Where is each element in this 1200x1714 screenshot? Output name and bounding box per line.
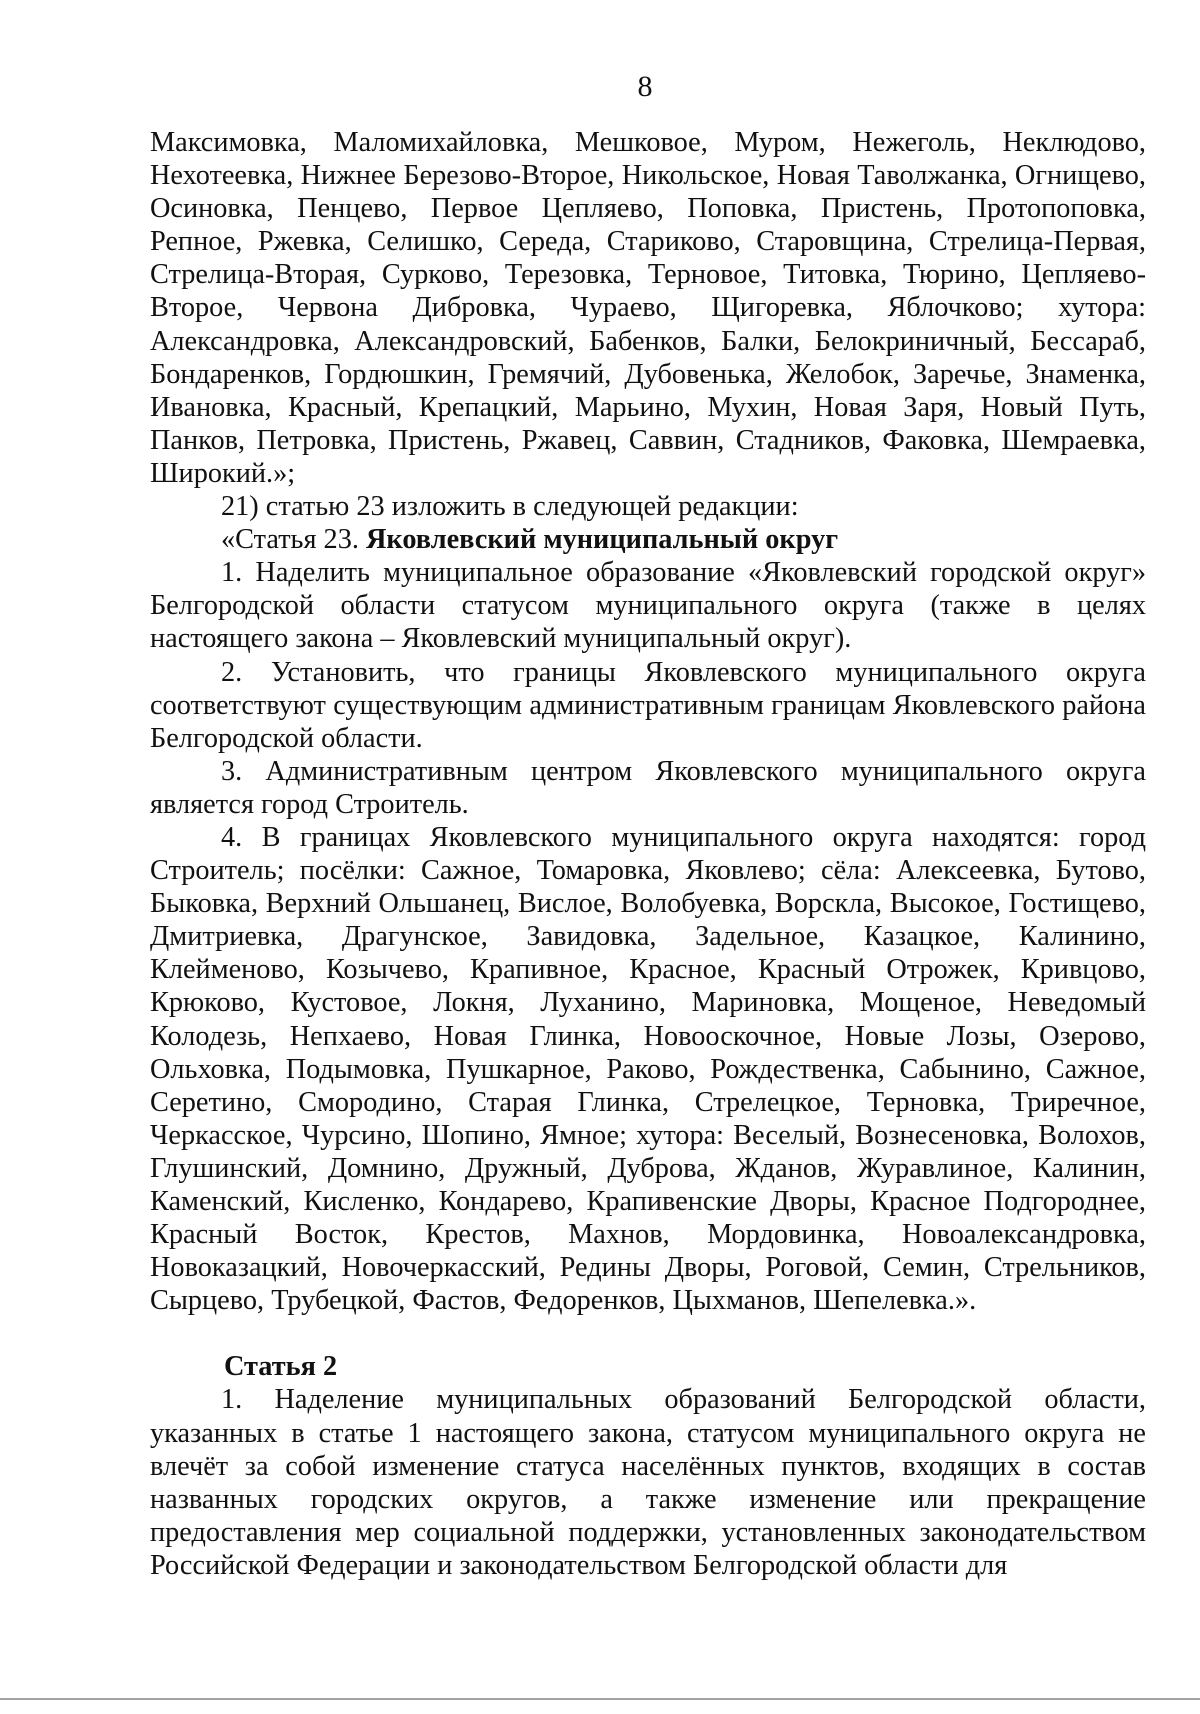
document-body: [150, 126, 1146, 1582]
scan-edge-line: [0, 1698, 1200, 1700]
page-number: 8: [637, 70, 653, 103]
paragraph-item-4: 4. В границах Яковлевского муниципального округа находятся: город Строитель; посёлки: Сажное, Томаровка, Яковлево; сёла: Алексеевка, Бутово, Быковка, Верхний Ольшанец, Вислое, Волобуевка, Ворскла, Высокое, Гостищево, Дмитриевка, Драгунское, Завидовка, Задельное, Казацкое, Калинино, Клейменово, Козычево, Крапивное, Красное, Красный Отрожек, Кривцово, Крюково, Кустовое, Локня, Луханино, Мариновка, Мощеное, Неведомый Колодезь, Непхаево, Новая Глинка, Новооскочное, Новые Лозы, Озерово, Ольховка, Подымовка, Пушкарное, Раково, Рождественка, Сабынино, Сажное, Серетино, Смородино, Старая Глинка, Стрелецкое, Терновка, Триречное, Черкасское, Чурсино, Шопино, Ямное; хутора: Веселый, Вознесеновка, Волохов, Глушинский, Домнино, Дружный, Дуброва, Жданов, Журавлиное, Калинин, Каменский, Кисленко, Кондарево, Крапивенские Дворы, Красное Подгороднее, Красный Восток, Крестов, Махнов, Мордовинка, Новоалександровка, Новоказацкий, Новочеркасский, Редины Дворы, Роговой, Семин, Стрельников, Сырцево, Трубецкой, Фастов, Федоренков, Цыхманов, Шепелевка.».: [150, 821, 1146, 1317]
paragraph-item-1: 1. Наделить муниципальное образование «Яковлевский городской округ» Белгородской области статусом муниципального округа (также в целях настоящего закона – Яковлевский муниципальный округ).: [150, 557, 1146, 655]
paragraph-item-2: 2. Установить, что границы Яковлевского муниципального округа соответствуют существующим административным границам Яковлевского района Белгородской области.: [150, 656, 1146, 754]
paragraph-amendment-21: 21) статью 23 изложить в следующей редакции:: [221, 491, 799, 523]
paragraph-item-3: 3. Административным центром Яковлевского муниципального округа является город Строитель.: [150, 755, 1146, 820]
paragraph-article-23-title: [150, 523, 1146, 556]
paragraph-article-2-item-1: 1. Наделение муниципальных образований Белгородской области, указанных в статье 1 настоящего закона, статусом муниципального округа не влечёт за собой изменение статуса населённых пунктов, входящих в состав названных городских округов, а также изменение или прекращение предоставления мер социальной поддержки, установленных законодательством Российской Федерации и законодательством Белгородской области для: [150, 1384, 1146, 1581]
article-23-prefix: «Статья 23.: [221, 524, 366, 556]
paragraph-settlements-list: Максимовка, Маломихайловка, Мешковое, Муром, Нежеголь, Неклюдово, Нехотеевка, Нижнее Березово-Второе, Никольское, Новая Таволжанка, Огнищево, Осиновка, Пенцево, Первое Цепляево, Поповка, Пристень, Протопоповка, Репное, Ржевка, Селишко, Середа, Стариково, Старовщина, Стрелица-Первая, Стрелица-Вторая, Сурково, Терезовка, Терновое, Титовка, Тюрино, Цепляево-Второе, Червона Дибровка, Чураево, Щигоревка, Яблочково; хутора: Александровка, Александровский, Бабенков, Балки, Белокриничный, Бессараб, Бондаренков, Гордюшкин, Гремячий, Дубовенька, Желобок, Заречье, Знаменка, Ивановка, Красный, Крепацкий, Марьино, Мухин, Новая Заря, Новый Путь, Панков, Петровка, Пристень, Ржавец, Саввин, Стадников, Факовка, Шемраевка, Широкий.»;: [150, 127, 1146, 489]
article-23-heading: Яковлевский муниципальный округ: [366, 524, 839, 556]
article-2-heading: Статья 2: [224, 1351, 338, 1383]
